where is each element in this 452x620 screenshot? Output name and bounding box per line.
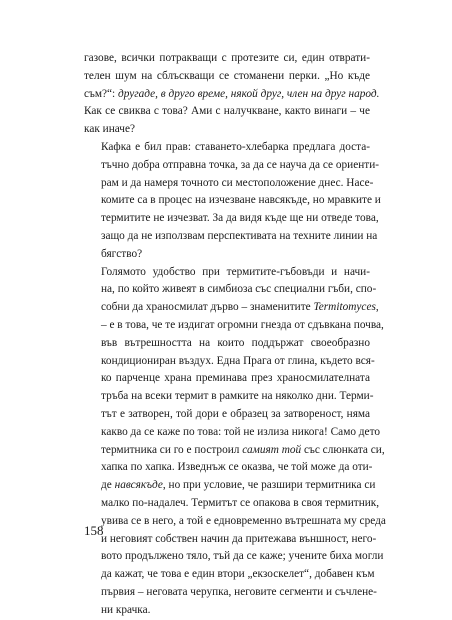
text-segment: тъчно добра отправна точка, за да се науча да се ориенти- xyxy=(101,158,380,171)
text-line xyxy=(84,157,380,175)
text-line xyxy=(84,192,381,210)
text-line xyxy=(84,299,379,317)
text-segment: Голямото удобство при термитите-гъбовъди и начи- xyxy=(101,265,370,278)
text-segment: телен шум на сблъскващи се стоманени перки. „Но къде xyxy=(84,69,370,82)
text-segment: вото продължено тяло, тъй да се каже; учените биха могли xyxy=(101,550,384,563)
text-segment: , xyxy=(375,301,379,314)
text-line xyxy=(84,566,375,584)
text-segment: тръба на всеки термит в рамките на няколко дни. Терми- xyxy=(101,390,374,403)
text-segment: , но при условие, че разшири термитника си xyxy=(162,479,376,492)
text-segment: Кафка е бил прав: ставането-хлебарка предлага доста- xyxy=(101,140,370,153)
text-line xyxy=(84,548,384,566)
paragraph xyxy=(84,139,381,264)
text-line xyxy=(84,139,370,157)
text-segment: термитите не изчезват. За да видя къде ще ни отведе това, xyxy=(101,212,379,225)
text-line xyxy=(84,513,386,531)
text-line xyxy=(84,584,377,602)
text-segment: увива се в него, а той е едновременно вътрешната му среда xyxy=(101,514,386,527)
text-segment: – е в това, че те издигат огромни гнезда от сдъвкана почва, xyxy=(101,318,384,331)
text-segment: хапка по хапка. Изведнъж се оказва, че той може да оти- xyxy=(101,461,373,474)
text-segment: термитника си го е построил xyxy=(101,443,243,456)
text-line xyxy=(84,50,370,68)
text-segment: във вътрешността на които поддържат своеобразно xyxy=(101,336,370,349)
text-line xyxy=(84,264,370,282)
text-segment: ко парченце храна преминава през храносмилателната xyxy=(101,372,370,385)
italic-text: навсякъде xyxy=(114,479,163,492)
text-line xyxy=(84,175,374,193)
text-line xyxy=(84,477,376,495)
text-line xyxy=(84,459,373,477)
text-line xyxy=(84,281,377,299)
text-line xyxy=(84,68,370,86)
text-line xyxy=(84,317,384,335)
text-segment: първия – неговата черупка, неговите сегменти и съчлене- xyxy=(101,585,377,598)
text-segment: собни да храносмилат дърво – знаменитите xyxy=(101,301,314,314)
text-segment: съм?“: xyxy=(84,87,118,100)
text-line xyxy=(84,86,380,104)
text-line xyxy=(84,246,370,264)
text-line xyxy=(84,353,375,371)
paragraph xyxy=(84,264,386,620)
text-segment: бягство? xyxy=(101,247,143,260)
text-line xyxy=(84,531,377,549)
text-line xyxy=(84,103,370,121)
text-segment: малко по-надалеч. Термитът се опакова в своя термитник, xyxy=(101,496,380,509)
text-line xyxy=(84,228,378,246)
text-segment: рам и да намеря точното си местоположение днес. Насе- xyxy=(101,176,374,189)
text-line xyxy=(84,424,381,442)
text-segment: газове, всички потракващи с протезите си, един отврати- xyxy=(84,52,370,64)
text-segment: кондициониран въздух. Една Прага от глина, където вся- xyxy=(101,354,375,367)
italic-text: Termitomyces xyxy=(313,301,376,314)
text-segment: и неговият собствен начин да притежава външност, него- xyxy=(101,532,377,545)
italic-text: другаде, в друго време, някой друг, член на друг народ. xyxy=(118,87,380,100)
text-segment: със слюнката си, xyxy=(301,443,385,456)
text-segment: на, по който живеят в симбиоза със специални гъби, спо- xyxy=(101,283,377,296)
text-line xyxy=(84,406,370,424)
text-line xyxy=(84,442,385,460)
text-line xyxy=(84,495,380,513)
text-segment: комите са в процес на изчезване навсякъде, но мравките и xyxy=(101,194,381,207)
italic-text: самият той xyxy=(242,443,302,456)
text-segment: тът е затворен, той дори е образец за затвореност, няма xyxy=(101,407,370,420)
text-segment: как иначе? xyxy=(84,123,136,136)
text-line xyxy=(84,335,370,353)
text-segment: какво да се каже по това: той не излиза никога! Само дето xyxy=(101,425,381,438)
text-line xyxy=(84,121,370,139)
text-segment: Как се свиква с това? Ами с налучкване, както винаги – че xyxy=(84,105,370,118)
paragraph xyxy=(84,50,380,139)
text-segment: ни крачка. xyxy=(101,603,151,616)
text-segment: де xyxy=(101,479,115,492)
text-line xyxy=(84,602,370,620)
page-number: 158 xyxy=(84,523,104,538)
body-text xyxy=(84,50,386,620)
text-segment: да кажат, че това е един втори „екзоскелет“, добавен към xyxy=(101,568,375,581)
text-line xyxy=(84,370,370,388)
text-segment: защо да не използвам перспективата на техните линии на xyxy=(101,229,378,242)
text-line xyxy=(84,210,379,228)
text-line xyxy=(84,388,374,406)
